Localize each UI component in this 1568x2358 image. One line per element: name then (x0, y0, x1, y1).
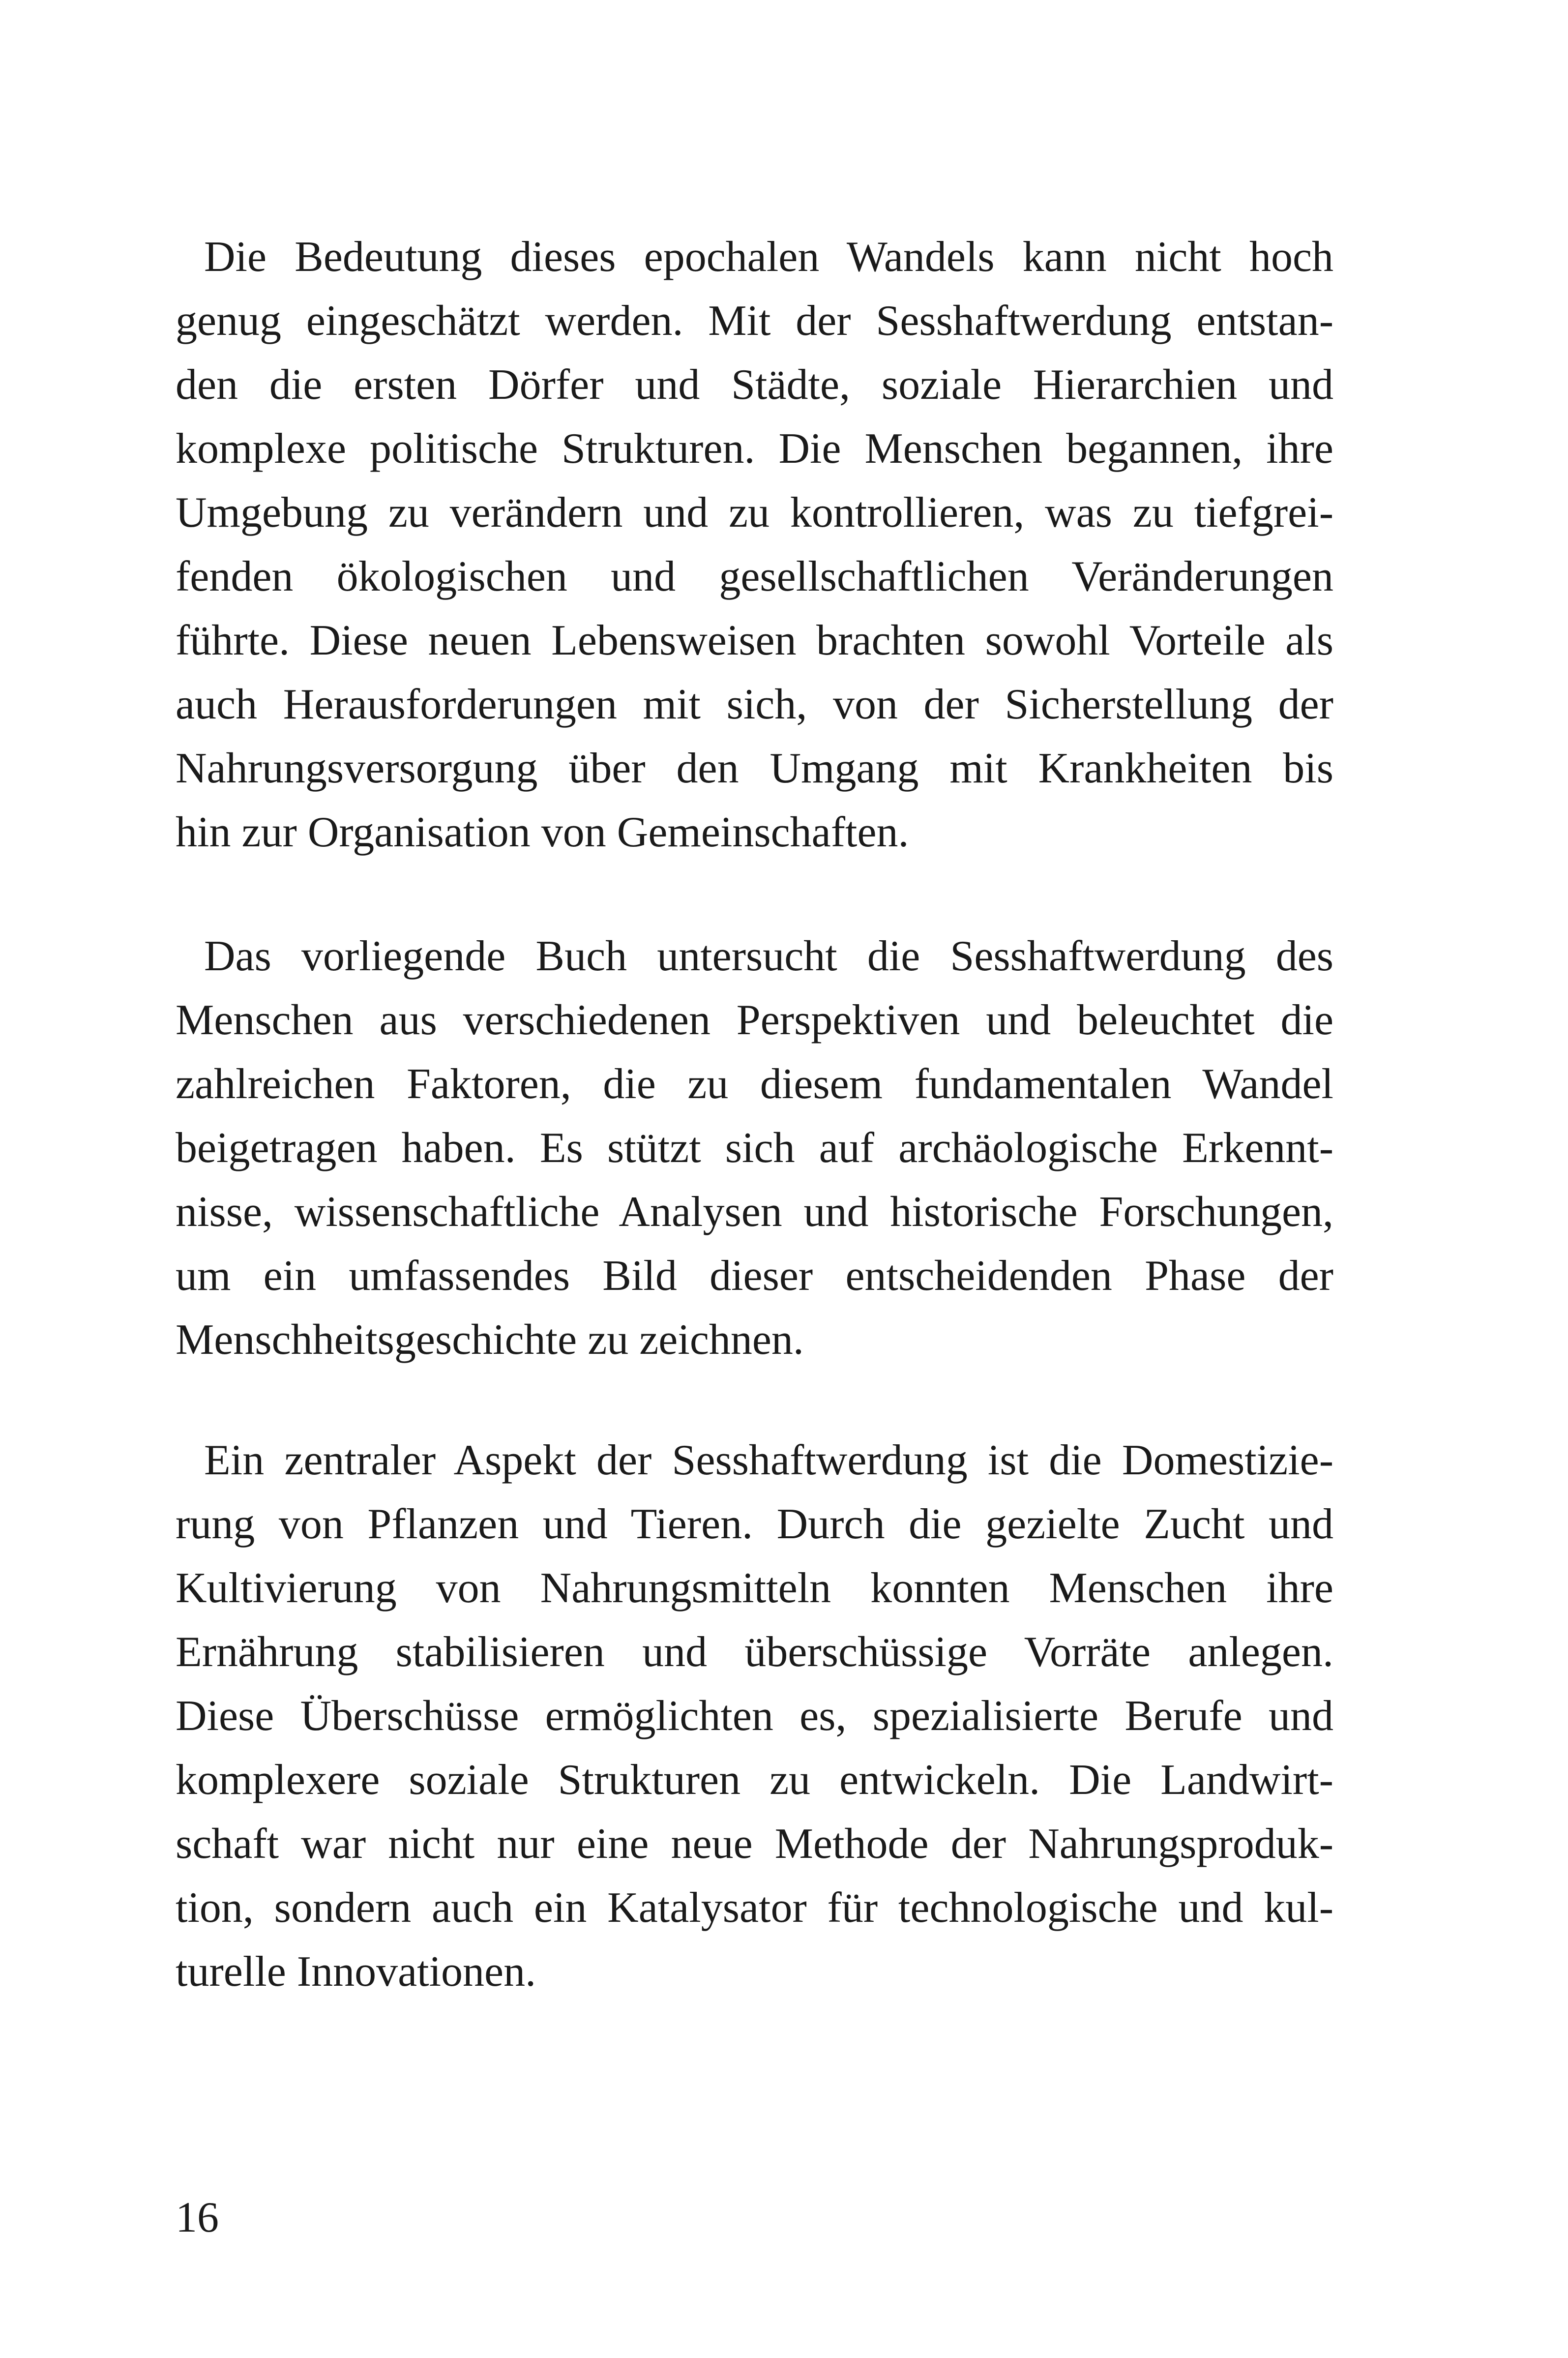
paragraph-line: Menschheitsgeschichte zu zeichnen. (176, 1316, 804, 1364)
paragraph-line: beigetragen haben. Es stützt sich auf archäologische Erkennt- (176, 1124, 1333, 1172)
paragraph-line: schaft war nicht nur eine neue Methode der Nahrungsproduk- (176, 1820, 1333, 1868)
paragraph-line: genug eingeschätzt werden. Mit der Sesshaftwerdung entstan- (176, 297, 1333, 345)
paragraph-line: Ernährung stabilisieren und überschüssige Vorräte anlegen. (176, 1628, 1333, 1676)
paragraph-line: rung von Pflanzen und Tieren. Durch die gezielte Zucht und (176, 1500, 1333, 1548)
paragraph-line: turelle Innovationen. (176, 1948, 536, 1996)
paragraph-line: tion, sondern auch ein Katalysator für technologische und kul- (176, 1884, 1333, 1932)
paragraph-line: um ein umfassendes Bild dieser entscheidenden Phase der (176, 1252, 1333, 1300)
paragraph-line: Das vorliegende Buch untersucht die Sesshaftwerdung des (204, 932, 1333, 980)
paragraph-line: Die Bedeutung dieses epochalen Wandels kann nicht hoch (204, 233, 1333, 281)
paragraph-line: fenden ökologischen und gesellschaftlichen Veränderungen (176, 553, 1333, 600)
paragraph-line: Nahrungsversorgung über den Umgang mit Krankheiten bis (176, 745, 1333, 792)
page-number: 16 (176, 2194, 219, 2241)
paragraph-line: zahlreichen Faktoren, die zu diesem fundamentalen Wandel (176, 1060, 1333, 1108)
paragraph-2 (176, 925, 1333, 1372)
paragraph-3 (176, 1429, 1333, 2004)
paragraph-line: Ein zentraler Aspekt der Sesshaftwerdung ist die Domestizie- (204, 1436, 1333, 1484)
paragraph-line: hin zur Organisation von Gemeinschaften. (176, 808, 909, 856)
paragraph-line: den die ersten Dörfer und Städte, soziale Hierarchien und (176, 361, 1333, 409)
paragraph-line: auch Herausforderungen mit sich, von der Sicherstellung der (176, 681, 1333, 728)
paragraph-line: führte. Diese neuen Lebensweisen brachten sowohl Vorteile als (176, 617, 1333, 664)
paragraph-line: Kultivierung von Nahrungsmitteln konnten Menschen ihre (176, 1564, 1333, 1612)
paragraph-line: komplexere soziale Strukturen zu entwickeln. Die Landwirt- (176, 1756, 1333, 1804)
paragraph-line: Umgebung zu verändern und zu kontrollieren, was zu tiefgrei- (176, 489, 1333, 537)
paragraph-line: Menschen aus verschiedenen Perspektiven und beleuchtet die (176, 996, 1333, 1044)
paragraph-line: komplexe politische Strukturen. Die Menschen begannen, ihre (176, 425, 1333, 473)
paragraph-1 (176, 225, 1333, 865)
paragraph-line: nisse, wissenschaftliche Analysen und historische Forschungen, (176, 1188, 1333, 1236)
paragraph-line: Diese Überschüsse ermöglichten es, spezialisierte Berufe und (176, 1692, 1333, 1740)
